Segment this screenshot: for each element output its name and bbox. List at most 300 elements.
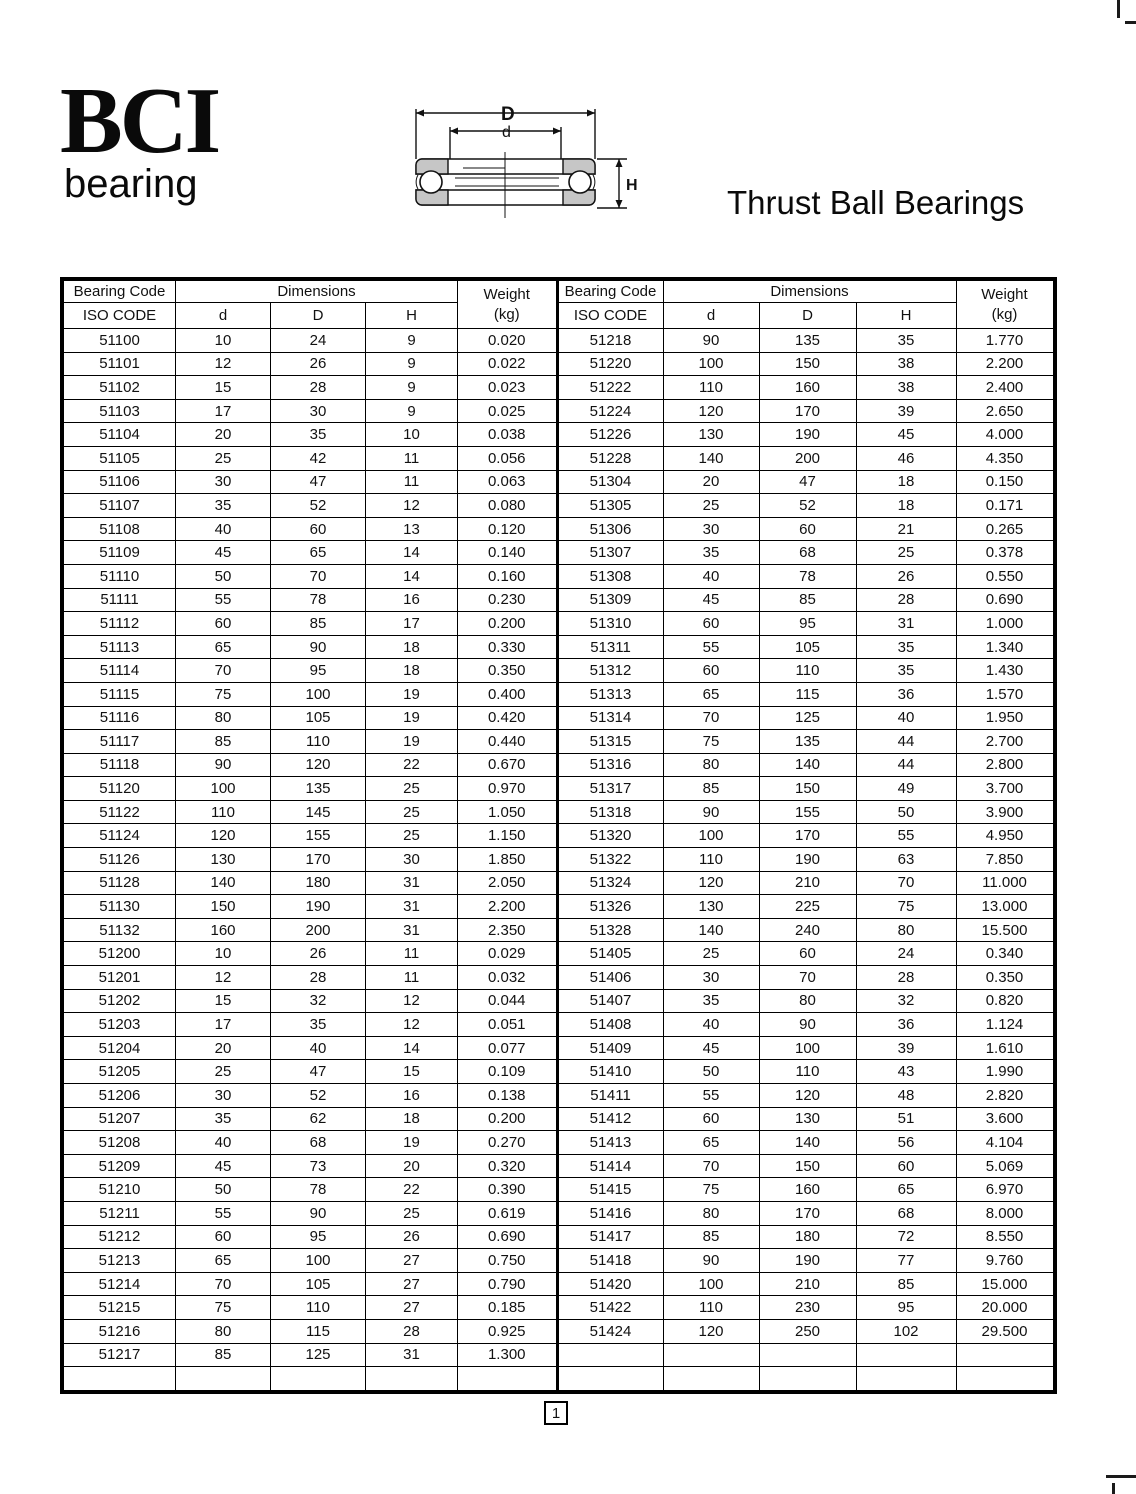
cell: 120 [663, 1319, 759, 1343]
cell: 1.124 [956, 1013, 1053, 1037]
cell: 31 [366, 895, 458, 919]
cell: 0.023 [458, 376, 557, 400]
cell: 25 [366, 1201, 458, 1225]
cell: 115 [271, 1319, 366, 1343]
cell: 31 [366, 871, 458, 895]
cell: 8.550 [956, 1225, 1053, 1249]
cell: 9 [366, 352, 458, 376]
cell: 51213 [64, 1249, 176, 1273]
cell: 150 [759, 1154, 856, 1178]
cell: 51105 [64, 446, 176, 470]
cell: 51206 [64, 1084, 176, 1108]
weight-header-line1: Weight [483, 286, 530, 303]
cell: 51316 [558, 753, 663, 777]
cell: 3.600 [956, 1107, 1053, 1131]
cell: 78 [271, 1178, 366, 1202]
cell: 0.350 [956, 966, 1053, 990]
table-row [64, 446, 557, 470]
cell: 8.000 [956, 1201, 1053, 1225]
cell: 50 [176, 564, 271, 588]
cell: 51216 [64, 1319, 176, 1343]
cell: 135 [271, 777, 366, 801]
cell: 31 [856, 612, 956, 636]
cell: 135 [759, 329, 856, 353]
cell: 100 [663, 824, 759, 848]
cell: 145 [271, 800, 366, 824]
bearing-diagram [393, 96, 643, 236]
table-row [64, 1201, 557, 1225]
cell: 18 [856, 470, 956, 494]
cell: 80 [176, 1319, 271, 1343]
cell: 70 [176, 1272, 271, 1296]
cell: 60 [759, 942, 856, 966]
cell: 75 [176, 682, 271, 706]
cell: 75 [663, 730, 759, 754]
cell: 22 [366, 753, 458, 777]
cell: 0.138 [458, 1084, 557, 1108]
cell [663, 1343, 759, 1367]
cell: 140 [663, 446, 759, 470]
table-row [64, 659, 557, 683]
table-row [64, 1178, 557, 1202]
cell: 51212 [64, 1225, 176, 1249]
cell: 51306 [558, 517, 663, 541]
cell: 26 [856, 564, 956, 588]
cell: 11 [366, 446, 458, 470]
cell: 11 [366, 942, 458, 966]
cell: 51108 [64, 517, 176, 541]
cell: 0.270 [458, 1131, 557, 1155]
cell: 52 [759, 494, 856, 518]
cell: 120 [663, 399, 759, 423]
cell [856, 1343, 956, 1367]
cell: 40 [663, 1013, 759, 1037]
bearing-table [60, 277, 1057, 1394]
table-row [558, 329, 1053, 353]
cell: 210 [759, 871, 856, 895]
table-row [558, 1249, 1053, 1273]
table-row [558, 446, 1053, 470]
cell: 95 [856, 1296, 956, 1320]
cell: 19 [366, 706, 458, 730]
cell: 26 [366, 1225, 458, 1249]
cell: 19 [366, 682, 458, 706]
cell: 25 [366, 824, 458, 848]
cell: 51111 [64, 588, 176, 612]
cell: 0.670 [458, 753, 557, 777]
cell: 51407 [558, 989, 663, 1013]
cell: 51310 [558, 612, 663, 636]
cell: 68 [856, 1201, 956, 1225]
cell: 35 [271, 1013, 366, 1037]
table-row [558, 1296, 1053, 1320]
cell: 0.140 [458, 541, 557, 565]
cell: 2.800 [956, 753, 1053, 777]
cell: 70 [856, 871, 956, 895]
cell: 115 [759, 682, 856, 706]
cell: 60 [176, 1225, 271, 1249]
cell: 85 [759, 588, 856, 612]
cell: 130 [663, 895, 759, 919]
cell: 155 [759, 800, 856, 824]
cell: 51416 [558, 1201, 663, 1225]
cell: 140 [759, 753, 856, 777]
cell: 51305 [558, 494, 663, 518]
cell: 27 [366, 1296, 458, 1320]
cell: 51309 [558, 588, 663, 612]
table-row [558, 1201, 1053, 1225]
cell: 40 [176, 517, 271, 541]
cell: 0.970 [458, 777, 557, 801]
cell: 51226 [558, 423, 663, 447]
cell: 90 [663, 800, 759, 824]
cell: 85 [176, 1343, 271, 1367]
cell: 225 [759, 895, 856, 919]
table-row [64, 966, 557, 990]
cell: 51220 [558, 352, 663, 376]
cell: 60 [759, 517, 856, 541]
cell: 51405 [558, 942, 663, 966]
cell: 4.104 [956, 1131, 1053, 1155]
cell: 140 [176, 871, 271, 895]
cell: 1.570 [956, 682, 1053, 706]
bearing-table-right [558, 280, 1054, 1391]
cell: 21 [856, 517, 956, 541]
cell: 95 [271, 659, 366, 683]
cell: 24 [856, 942, 956, 966]
cell: 52 [271, 494, 366, 518]
table-row [64, 1296, 557, 1320]
table-row [64, 730, 557, 754]
cell: 80 [663, 753, 759, 777]
cell: 51320 [558, 824, 663, 848]
cell: 47 [271, 1060, 366, 1084]
cell: 1.050 [458, 800, 557, 824]
dimensions-header: Dimensions [663, 281, 956, 303]
cell: 30 [176, 470, 271, 494]
cell: 45 [856, 423, 956, 447]
cell: 20 [663, 470, 759, 494]
table-row [64, 1367, 557, 1391]
cell: 0.022 [458, 352, 557, 376]
cell: 27 [366, 1249, 458, 1273]
col-header-d: d [176, 303, 271, 329]
cell: 190 [759, 1249, 856, 1273]
cell: 35 [176, 494, 271, 518]
col-header-H: H [856, 303, 956, 329]
cell: 51208 [64, 1131, 176, 1155]
cell: 0.690 [956, 588, 1053, 612]
cell: 100 [176, 777, 271, 801]
cell: 0.400 [458, 682, 557, 706]
cell: 24 [271, 329, 366, 353]
cell: 28 [856, 966, 956, 990]
table-row [64, 1343, 557, 1367]
cell: 45 [663, 588, 759, 612]
cell: 48 [856, 1084, 956, 1108]
table-row [558, 376, 1053, 400]
cell: 110 [663, 848, 759, 872]
cell: 1.850 [458, 848, 557, 872]
cell: 51322 [558, 848, 663, 872]
cell: 120 [176, 824, 271, 848]
cell: 19 [366, 1131, 458, 1155]
cell: 56 [856, 1131, 956, 1155]
cell: 62 [271, 1107, 366, 1131]
cell: 51224 [558, 399, 663, 423]
cell: 80 [176, 706, 271, 730]
cell: 100 [271, 1249, 366, 1273]
cell: 85 [176, 730, 271, 754]
cell: 125 [759, 706, 856, 730]
table-row [64, 1249, 557, 1273]
cell: 90 [663, 329, 759, 353]
cell: 51211 [64, 1201, 176, 1225]
table-row [558, 1060, 1053, 1084]
cell: 0.025 [458, 399, 557, 423]
col-header-H: H [366, 303, 458, 329]
cell: 65 [663, 682, 759, 706]
cell: 90 [176, 753, 271, 777]
cell: 29.500 [956, 1319, 1053, 1343]
cell: 90 [271, 635, 366, 659]
cell: 140 [759, 1131, 856, 1155]
cell [271, 1367, 366, 1391]
cell: 51103 [64, 399, 176, 423]
cell: 0.440 [458, 730, 557, 754]
table-row [558, 777, 1053, 801]
cell: 28 [271, 966, 366, 990]
cell: 1.430 [956, 659, 1053, 683]
cell: 14 [366, 541, 458, 565]
cell: 230 [759, 1296, 856, 1320]
cell: 150 [176, 895, 271, 919]
cell: 70 [663, 1154, 759, 1178]
cell: 60 [663, 1107, 759, 1131]
cell: 18 [366, 635, 458, 659]
cell: 60 [663, 612, 759, 636]
table-row [64, 1272, 557, 1296]
right-table-body [558, 329, 1053, 1391]
cell: 120 [271, 753, 366, 777]
cell: 80 [759, 989, 856, 1013]
table-row [64, 494, 557, 518]
cell: 18 [366, 1107, 458, 1131]
cell: 1.990 [956, 1060, 1053, 1084]
cell: 12 [366, 989, 458, 1013]
table-row [558, 588, 1053, 612]
cell: 25 [176, 446, 271, 470]
cell: 51130 [64, 895, 176, 919]
cell: 9.760 [956, 1249, 1053, 1273]
table-row [558, 423, 1053, 447]
cell: 51409 [558, 1036, 663, 1060]
cell: 31 [366, 1343, 458, 1367]
cell: 110 [759, 1060, 856, 1084]
cell: 0.200 [458, 612, 557, 636]
weight-header-line2: (kg) [493, 305, 520, 323]
dimension-label-inner-diameter: d [502, 124, 511, 141]
cell: 125 [271, 1343, 366, 1367]
cell: 200 [759, 446, 856, 470]
cell: 35 [663, 989, 759, 1013]
cell: 39 [856, 1036, 956, 1060]
cell: 35 [856, 329, 956, 353]
cell: 0.080 [458, 494, 557, 518]
cell: 17 [366, 612, 458, 636]
cell: 15 [176, 376, 271, 400]
cell: 0.109 [458, 1060, 557, 1084]
cell: 0.038 [458, 423, 557, 447]
cell: 27 [366, 1272, 458, 1296]
cell: 30 [271, 399, 366, 423]
cell: 16 [366, 1084, 458, 1108]
cell: 0.420 [458, 706, 557, 730]
table-row [64, 989, 557, 1013]
cell [759, 1367, 856, 1391]
cell: 9 [366, 376, 458, 400]
table-row [558, 800, 1053, 824]
table-row [64, 541, 557, 565]
table-row [64, 329, 557, 353]
cell: 15.000 [956, 1272, 1053, 1296]
cell: 65 [176, 1249, 271, 1273]
cell: 18 [856, 494, 956, 518]
cell: 4.950 [956, 824, 1053, 848]
cell: 70 [759, 966, 856, 990]
cell: 51215 [64, 1296, 176, 1320]
cell: 130 [176, 848, 271, 872]
cell: 190 [759, 423, 856, 447]
cell: 110 [176, 800, 271, 824]
cell: 25 [176, 1060, 271, 1084]
table-row [64, 470, 557, 494]
cell: 20 [366, 1154, 458, 1178]
cell: 110 [663, 1296, 759, 1320]
cell: 51314 [558, 706, 663, 730]
table-row [558, 1013, 1053, 1037]
cell: 38 [856, 376, 956, 400]
cell: 51313 [558, 682, 663, 706]
cell: 2.350 [458, 918, 557, 942]
table-row [64, 1319, 557, 1343]
cell: 102 [856, 1319, 956, 1343]
table-row [558, 1319, 1053, 1343]
cell: 17 [176, 399, 271, 423]
cell: 51411 [558, 1084, 663, 1108]
cell: 49 [856, 777, 956, 801]
table-row [64, 399, 557, 423]
cell: 51110 [64, 564, 176, 588]
table-row [64, 895, 557, 919]
cell: 2.700 [956, 730, 1053, 754]
cell: 75 [856, 895, 956, 919]
cell: 51424 [558, 1319, 663, 1343]
cell: 12 [176, 352, 271, 376]
cell: 51410 [558, 1060, 663, 1084]
cell: 2.050 [458, 871, 557, 895]
cell: 45 [663, 1036, 759, 1060]
cell: 63 [856, 848, 956, 872]
dimension-label-height: H [626, 177, 638, 194]
cell [856, 1367, 956, 1391]
cell: 51418 [558, 1249, 663, 1273]
cell: 28 [856, 588, 956, 612]
weight-header-line1: Weight [981, 286, 1028, 303]
table-row [558, 1036, 1053, 1060]
cell: 55 [176, 1201, 271, 1225]
cell: 51132 [64, 918, 176, 942]
cell: 0.120 [458, 517, 557, 541]
cell: 47 [271, 470, 366, 494]
table-row [64, 824, 557, 848]
cell: 51312 [558, 659, 663, 683]
cell [64, 1367, 176, 1391]
cell: 60 [271, 517, 366, 541]
cell: 26 [271, 352, 366, 376]
cell: 51308 [558, 564, 663, 588]
cell: 10 [176, 329, 271, 353]
cell: 2.200 [956, 352, 1053, 376]
table-row [64, 423, 557, 447]
table-row [558, 1084, 1053, 1108]
table-row [558, 352, 1053, 376]
cell: 120 [759, 1084, 856, 1108]
cell: 51112 [64, 612, 176, 636]
cell: 51413 [558, 1131, 663, 1155]
cell: 190 [271, 895, 366, 919]
cell: 47 [759, 470, 856, 494]
cell: 80 [663, 1201, 759, 1225]
cell: 0.160 [458, 564, 557, 588]
table-row [64, 376, 557, 400]
cell: 85 [856, 1272, 956, 1296]
cell: 46 [856, 446, 956, 470]
cell: 0.171 [956, 494, 1053, 518]
cell: 250 [759, 1319, 856, 1343]
cell: 130 [759, 1107, 856, 1131]
cell: 105 [271, 706, 366, 730]
table-row [64, 635, 557, 659]
table-row [64, 612, 557, 636]
cell: 100 [663, 1272, 759, 1296]
table-row [558, 895, 1053, 919]
table-row [558, 848, 1053, 872]
table-row [558, 1131, 1053, 1155]
cell: 85 [663, 777, 759, 801]
cell: 51414 [558, 1154, 663, 1178]
cell: 200 [271, 918, 366, 942]
dimensions-header: Dimensions [176, 281, 458, 303]
cell: 51109 [64, 541, 176, 565]
cell: 51209 [64, 1154, 176, 1178]
cell: 25 [366, 800, 458, 824]
cell: 51116 [64, 706, 176, 730]
cell: 51207 [64, 1107, 176, 1131]
cell: 160 [759, 1178, 856, 1202]
cell: 36 [856, 682, 956, 706]
table-row [558, 635, 1053, 659]
cell: 11 [366, 966, 458, 990]
table-row [64, 1225, 557, 1249]
cell: 110 [759, 659, 856, 683]
cell: 10 [366, 423, 458, 447]
cell: 20 [176, 423, 271, 447]
table-row [558, 1178, 1053, 1202]
cell: 16 [366, 588, 458, 612]
cell: 51114 [64, 659, 176, 683]
cell: 6.970 [956, 1178, 1053, 1202]
